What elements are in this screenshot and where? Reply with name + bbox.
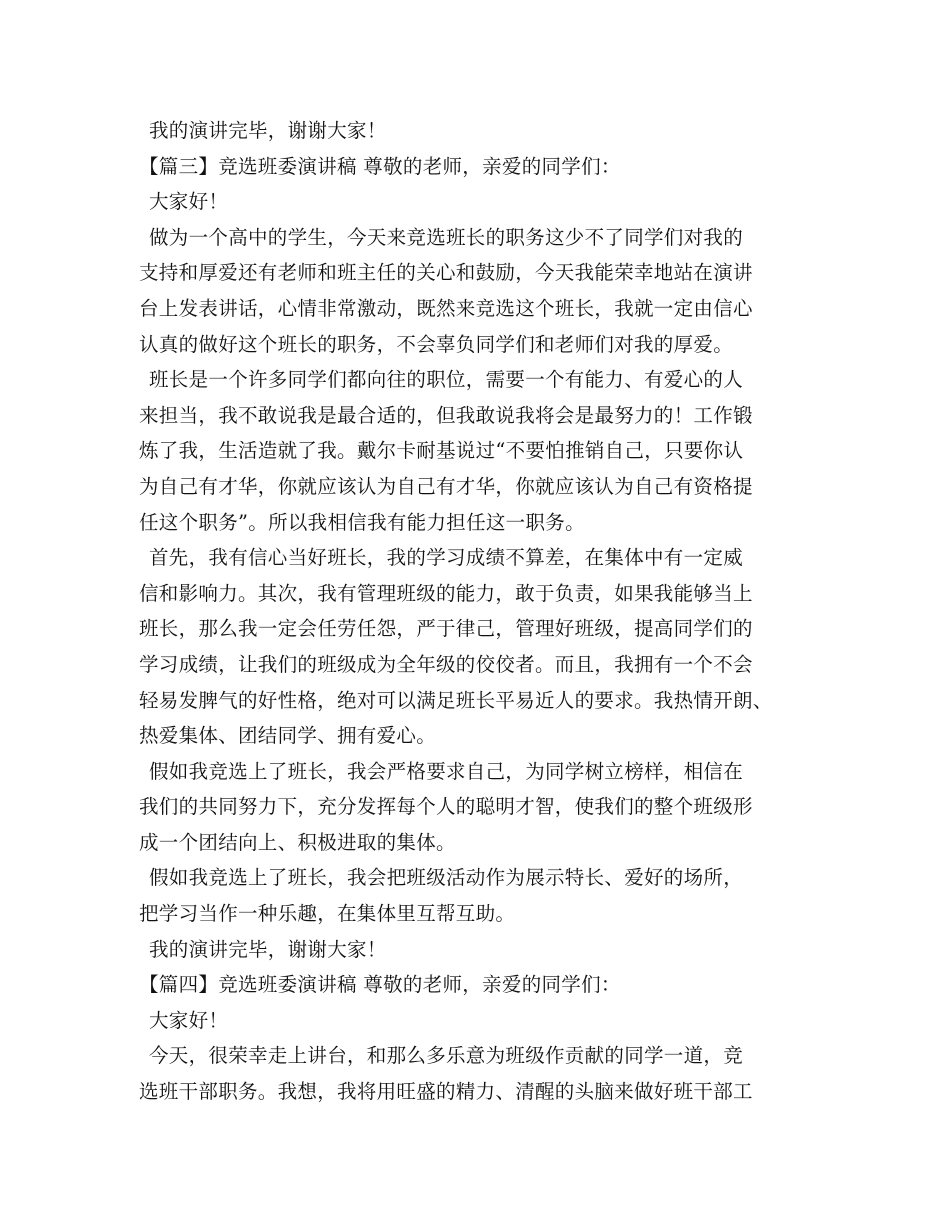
paragraph-line: 我们的共同努力下，充分发挥每个人的聪明才智，使我们的整个班级形	[139, 795, 753, 819]
paragraph-line: 我的演讲完毕，谢谢大家！	[149, 119, 387, 142]
paragraph-line: 选班干部职务。我想，我将用旺盛的精力、清醒的头脑来做好班干部工	[139, 1080, 753, 1104]
paragraph-line: 轻易发脾气的好性格，绝对可以满足班长平易近人的要求。我热情开朗、	[139, 688, 773, 712]
section-heading: 【篇四】竞选班委演讲稿 尊敬的老师，亲爱的同学们：	[139, 973, 621, 997]
paragraph-line: 热爱集体、团结同学、拥有爱心。	[139, 724, 437, 748]
paragraph-line: 任这个职务”。所以我相信我有能力担任这一职务。	[139, 510, 585, 534]
paragraph-line: 做为一个高中的学生，今天来竞选班长的职务这少不了同学们对我的	[149, 225, 744, 249]
paragraph-line: 班长，那么我一定会任劳任怨，严于律己，管理好班级，提高同学们的	[139, 617, 753, 641]
paragraph-line: 大家好！	[149, 190, 229, 214]
document-body	[139, 113, 839, 1110]
paragraph-line: 把学习当作一种乐趣，在集体里互帮互助。	[139, 902, 516, 926]
paragraph-line: 假如我竞选上了班长，我会严格要求自己，为同学树立榜样，相信在	[149, 759, 744, 783]
paragraph-line: 信和影响力。其次，我有管理班级的能力，敢于负责，如果我能够当上	[139, 581, 753, 605]
paragraph-line: 首先，我有信心当好班长，我的学习成绩不算差，在集体中有一定威	[149, 546, 744, 570]
paragraph-line: 今天，很荣幸走上讲台，和那么多乐意为班级作贡献的同学一道，竞	[149, 1044, 744, 1068]
paragraph-line: 假如我竞选上了班长，我会把班级活动作为展示特长、爱好的场所，	[149, 866, 744, 890]
paragraph-line: 炼了我，生活造就了我。戴尔卡耐基说过“不要怕推销自己，只要你认	[139, 439, 744, 463]
paragraph-line: 我的演讲完毕，谢谢大家！	[149, 937, 387, 961]
paragraph-line: 认真的做好这个班长的职务，不会辜负同学们和老师们对我的厚爱。	[139, 332, 734, 356]
paragraph-line: 班长是一个许多同学们都向往的职位，需要一个有能力、有爱心的人	[149, 368, 744, 392]
paragraph-line: 大家好！	[149, 1008, 229, 1032]
paragraph-line: 为自己有才华，你就应该认为自己有才华，你就应该认为自己有资格提	[139, 474, 753, 498]
paragraph-line: 学习成绩，让我们的班级成为全年级的佼佼者。而且，我拥有一个不会	[139, 652, 753, 676]
paragraph-line: 支持和厚爱还有老师和班主任的关心和鼓励，今天我能荣幸地站在演讲	[139, 261, 753, 285]
paragraph-line: 台上发表讲话，心情非常激动，既然来竞选这个班长，我就一定由信心	[139, 296, 753, 320]
paragraph-line: 来担当，我不敢说我是最合适的，但我敢说我将会是最努力的！工作锻	[139, 403, 753, 427]
paragraph-line: 成一个团结向上、积极进取的集体。	[139, 830, 456, 854]
section-heading: 【篇三】竞选班委演讲稿 尊敬的老师，亲爱的同学们：	[139, 154, 621, 178]
